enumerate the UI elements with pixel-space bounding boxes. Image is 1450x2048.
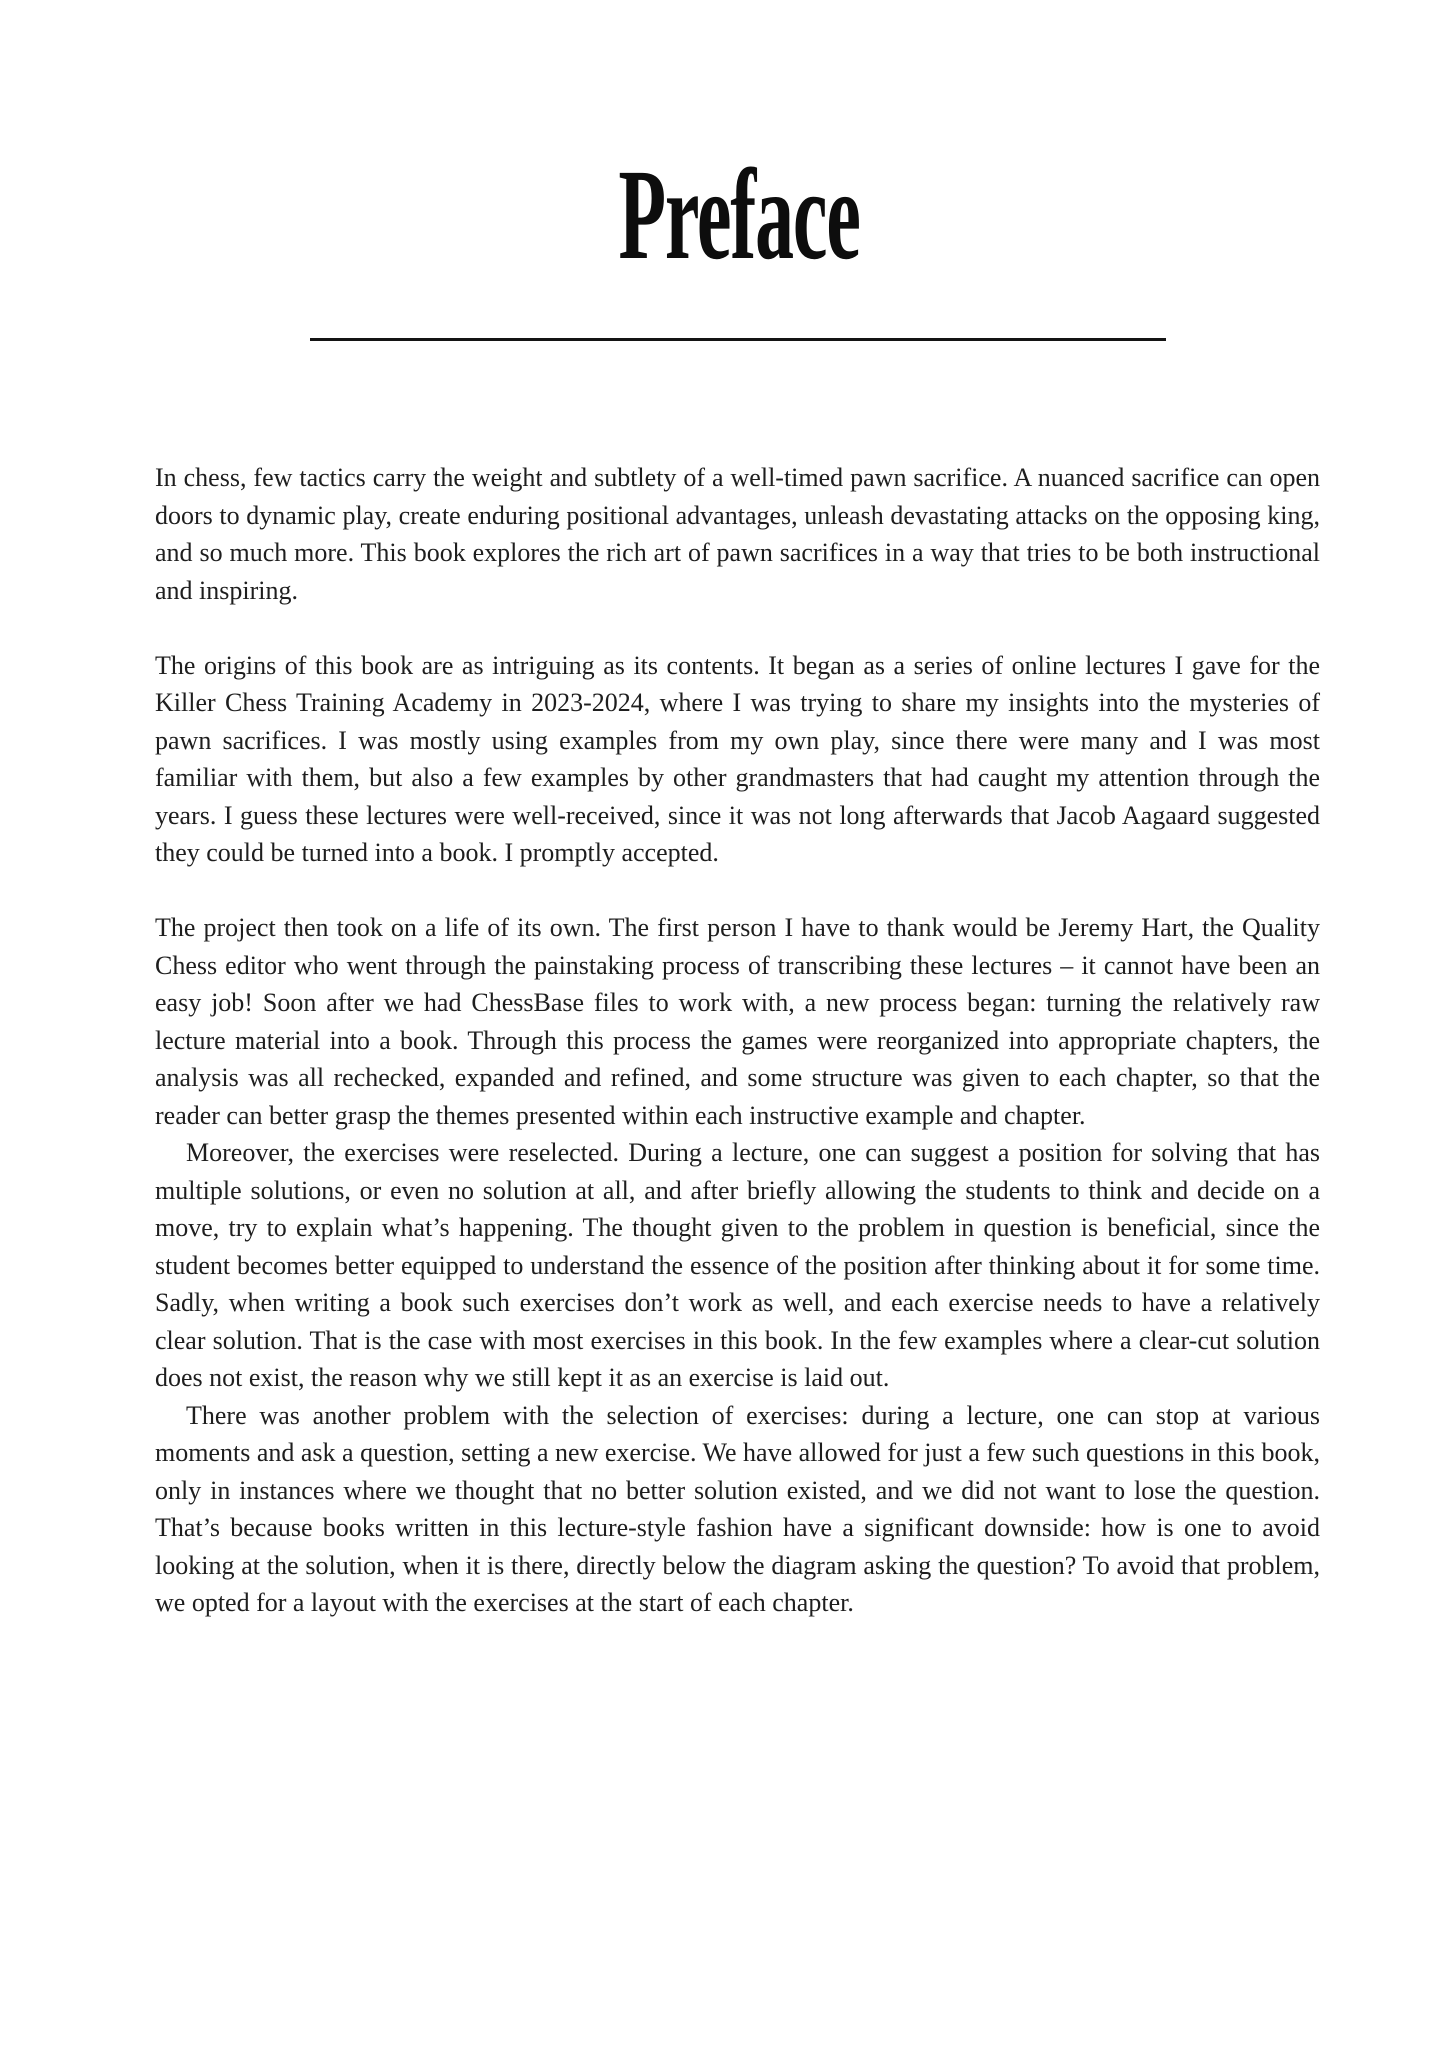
body-paragraph: Moreover, the exercises were reselected. During a lecture, one can suggest a position for solving that has multiple solutions, or even no solution at all, and after briefly allowing the students to think and decide on a move, try to explain what’s happening. The thought given to the problem in question is beneficial, since the student becomes better equipped to understand the essence of the position after thinking about it for some time. Sadly, when writing a book such exercises don’t work as well, and each exercise needs to have a relatively clear solution. That is the case with most exercises in this book. In the few examples where a clear-cut solution does not exist, the reason why we still kept it as an exercise is laid out. xyxy=(155,1138,1320,1392)
page-title: Preface xyxy=(618,143,860,287)
body-paragraph: The project then took on a life of its own. The first person I have to thank would be Jeremy Hart, the Quality Chess editor who went through the painstaking process of transcribing these lectures – it cannot have been an easy job! Soon after we had ChessBase files to work with, a new process began: turning the relatively raw lecture material into a book. Through this process the games were reorganized into appropriate chapters, the analysis was all rechecked, expanded and refined, and some structure was given to each chapter, so that the reader can better grasp the themes presented within each instructive example and chapter. xyxy=(155,913,1320,1130)
title-divider-rule xyxy=(310,338,1166,341)
chapter-heading xyxy=(0,143,1450,287)
body-paragraph: In chess, few tactics carry the weight and subtlety of a well-timed pawn sacrifice. A nuanced sacrifice can open doors to dynamic play, create enduring positional advantages, unleash devastating attacks on the opposing king, and so much more. This book explores the rich art of pawn sacrifices in a way that tries to be both instructional and inspiring. xyxy=(155,463,1320,605)
body-paragraph: The origins of this book are as intriguing as its contents. It began as a series of online lectures I gave for the Killer Chess Training Academy in 2023-2024, where I was trying to share my insights into the mysteries of pawn sacrifices. I was mostly using examples from my own play, since there were many and I was most familiar with them, but also a few examples by other grandmasters that had caught my attention through the years. I guess these lectures were well-received, since it was not long afterwards that Jacob Aagaard suggested they could be turned into a book. I promptly accepted. xyxy=(155,650,1320,867)
body-paragraph: There was another problem with the selection of exercises: during a lecture, one can stop at various moments and ask a question, setting a new exercise. We have allowed for just a few such questions in this book, only in instances where we thought that no better solution existed, and we did not want to lose the question. That’s because books written in this lecture-style fashion have a significant downside: how is one to avoid looking at the solution, when it is there, directly below the diagram asking the question? To avoid that problem, we opted for a layout with the exercises at the start of each chapter. xyxy=(155,1400,1320,1617)
preface-body xyxy=(0,459,1450,1622)
